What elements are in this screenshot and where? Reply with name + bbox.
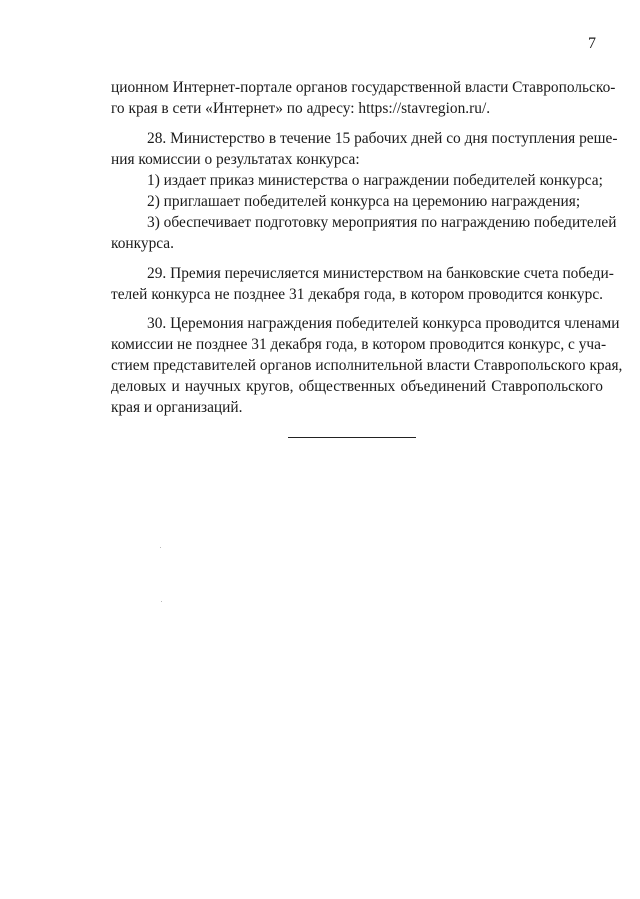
- paragraph-28-item-3-line-1: 3) обеспечивает подготовку мероприятия по награждению победителей: [147, 214, 617, 231]
- paragraph-30-line-4: деловых и научных кругов, общественных объединений Ставропольского: [111, 378, 603, 395]
- paragraph-30-line-5: края и организаций.: [111, 399, 243, 416]
- paragraph-27-line-1: ционном Интернет-портале органов государственной власти Ставропольско-: [111, 79, 616, 96]
- paragraph-30-line-3: стием представителей органов исполнительной власти Ставропольского края,: [111, 357, 623, 374]
- scan-speck: [161, 601, 162, 602]
- paragraph-30-line-1: 30. Церемония награждения победителей конкурса проводится членами: [147, 315, 620, 332]
- paragraph-30-line-2: комиссии не позднее 31 декабря года, в котором проводится конкурс, с уча-: [111, 336, 607, 353]
- page-number: 7: [588, 35, 596, 52]
- paragraph-27-line-2: го края в сети «Интернет» по адресу: https://stavregion.ru/.: [111, 100, 491, 117]
- paragraph-28-item-3-line-2: конкурса.: [111, 235, 174, 252]
- paragraph-28-line-1: 28. Министерство в течение 15 рабочих дней со дня поступления реше-: [147, 130, 618, 147]
- closing-divider: [288, 437, 416, 438]
- paragraph-28-item-1: 1) издает приказ министерства о награждении победителей конкурса;: [147, 172, 603, 189]
- paragraph-28-item-2: 2) приглашает победителей конкурса на церемонию награждения;: [147, 193, 581, 210]
- paragraph-28-line-2: ния комиссии о результатах конкурса:: [111, 151, 360, 168]
- scan-speck: [160, 547, 161, 548]
- paragraph-29-line-1: 29. Премия перечисляется министерством на банковские счета победи-: [147, 265, 614, 282]
- paragraph-29-line-2: телей конкурса не позднее 31 декабря года, в котором проводится конкурс.: [111, 286, 603, 303]
